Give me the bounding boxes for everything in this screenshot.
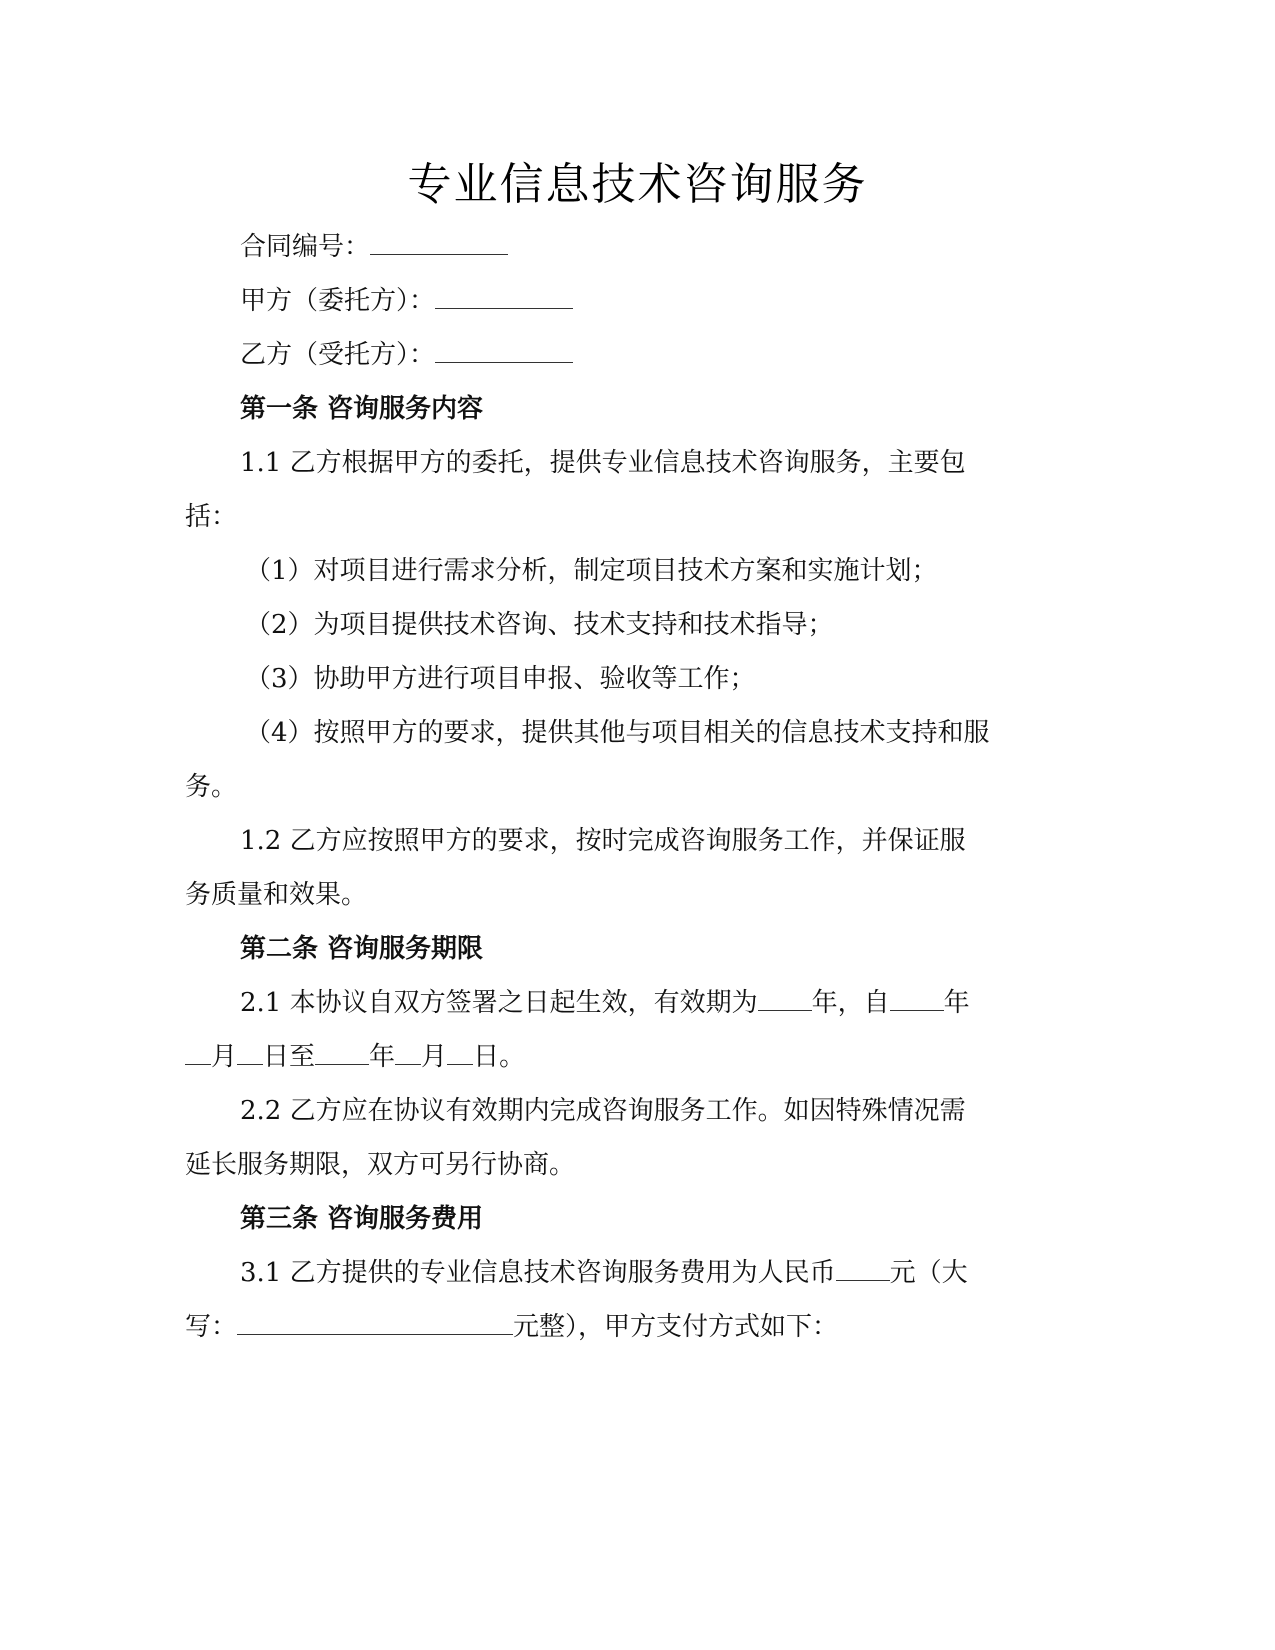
fee-amount-words-blank[interactable] — [237, 1310, 513, 1335]
contract-number-label: 合同编号： — [240, 232, 371, 262]
clause-2-1-text-a: 2.1 本协议自双方签署之日起生效，有效期为 — [240, 988, 758, 1018]
contract-number-blank[interactable] — [370, 230, 508, 255]
clause-3-1-line1 — [240, 1256, 968, 1290]
start-day-blank[interactable] — [237, 1040, 263, 1065]
party-a-blank[interactable] — [435, 284, 573, 309]
clause-2-1-text-f: 年 — [369, 1042, 396, 1072]
list-item-1: （1）对项目进行需求分析，制定项目技术方案和实施计划； — [245, 556, 938, 586]
clause-3-1-text-a: 3.1 乙方提供的专业信息技术咨询服务费用为人民币 — [240, 1258, 836, 1288]
party-b-label: 乙方（受托方）： — [240, 340, 436, 370]
list-item-4-line1: （4）按照甲方的要求，提供其他与项目相关的信息技术支持和服 — [245, 718, 990, 748]
clause-1-2-line2: 务质量和效果。 — [185, 880, 368, 910]
end-day-blank[interactable] — [447, 1040, 473, 1065]
end-month-blank[interactable] — [395, 1040, 421, 1065]
party-b-blank[interactable] — [435, 338, 573, 363]
clause-2-2-line1: 2.2 乙方应在协议有效期内完成咨询服务工作。如因特殊情况需 — [240, 1096, 966, 1126]
document-title: 专业信息技术咨询服务 — [407, 159, 868, 210]
clause-3-1-text-b: 元（大 — [889, 1258, 968, 1288]
section-3-heading: 第三条 咨询服务费用 — [240, 1204, 484, 1234]
party-b-field — [240, 338, 573, 372]
clause-2-1-line1 — [240, 986, 970, 1020]
term-years-blank[interactable] — [758, 986, 812, 1011]
clause-1-1-line2: 括： — [185, 502, 238, 532]
clause-2-1-text-e: 日至 — [263, 1042, 316, 1072]
clause-2-1-line2 — [185, 1040, 525, 1074]
list-item-2: （2）为项目提供技术咨询、技术支持和技术指导； — [245, 610, 834, 640]
clause-3-1-text-c: 写： — [185, 1312, 238, 1342]
clause-1-2-line1: 1.2 乙方应按照甲方的要求，按时完成咨询服务工作，并保证服 — [240, 826, 966, 856]
clause-2-1-text-b: 年，自 — [811, 988, 890, 1018]
end-year-blank[interactable] — [315, 1040, 369, 1065]
start-month-blank[interactable] — [185, 1040, 211, 1065]
clause-1-1-line1: 1.1 乙方根据甲方的委托，提供专业信息技术咨询服务，主要包 — [240, 448, 966, 478]
list-item-3: （3）协助甲方进行项目申报、验收等工作； — [245, 664, 756, 694]
clause-3-1-line2 — [185, 1310, 838, 1344]
clause-2-1-text-g: 月 — [421, 1042, 448, 1072]
party-a-field — [240, 284, 573, 318]
section-1-heading: 第一条 咨询服务内容 — [240, 394, 484, 424]
contract-number-field — [240, 230, 508, 264]
clause-2-1-text-h: 日。 — [473, 1042, 526, 1072]
clause-3-1-text-d: 元整），甲方支付方式如下： — [513, 1312, 839, 1342]
clause-2-1-text-c: 年 — [943, 988, 970, 1018]
fee-amount-blank[interactable] — [836, 1256, 890, 1281]
list-item-4-line2: 务。 — [185, 772, 238, 802]
party-a-label: 甲方（委托方）： — [240, 286, 436, 316]
clause-2-2-line2: 延长服务期限，双方可另行协商。 — [185, 1150, 576, 1180]
clause-2-1-text-d: 月 — [211, 1042, 238, 1072]
section-2-heading: 第二条 咨询服务期限 — [240, 934, 484, 964]
start-year-blank[interactable] — [890, 986, 944, 1011]
